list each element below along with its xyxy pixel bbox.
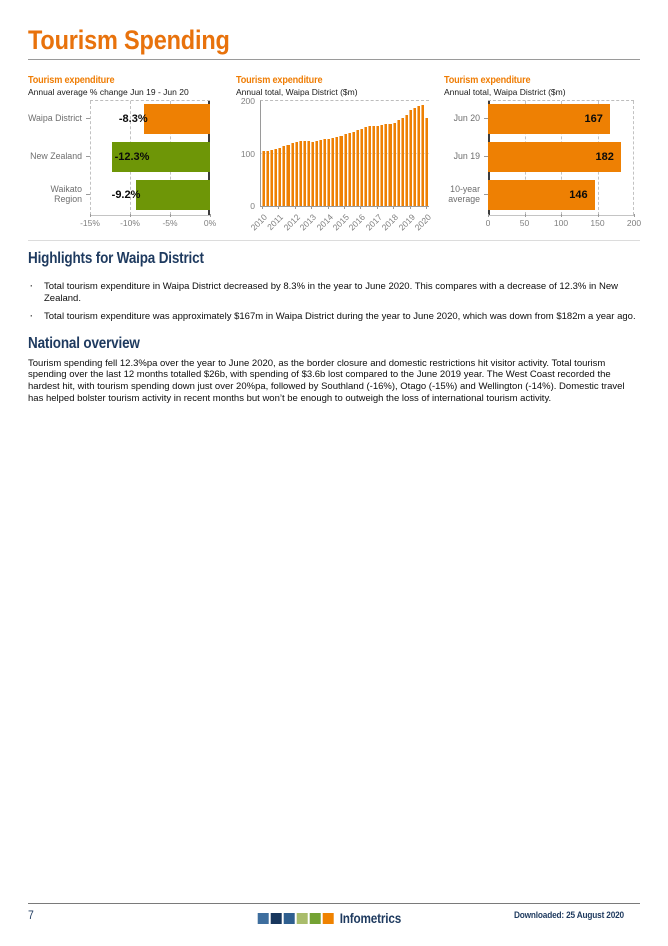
y-tick-label: 200 [240,96,255,106]
x-tick-label: 2018 [379,212,401,233]
bar [352,132,355,206]
bar [291,143,294,206]
highlights-heading-text: Highlights for Waipa District [28,250,204,267]
x-axis-tick [328,206,329,209]
bar-value-label: -12.3% [114,151,150,163]
plot-annual-total-history [236,96,434,239]
y-axis-tick [86,118,90,119]
x-tick-label: 50 [519,218,530,228]
bar [348,133,351,206]
bar [417,106,420,206]
page-footer [28,903,640,926]
bar-value-label: 146 [569,189,588,201]
bar [344,134,347,206]
x-tick-label: -10% [120,218,140,228]
category-label: Jun 19 [453,151,480,161]
page-title-text: Tourism Spending [28,25,230,55]
bars-container [262,101,428,206]
bar-value-label: -8.3% [118,113,148,125]
y-axis-tick [484,194,488,195]
bar [401,118,404,206]
bar [368,126,371,206]
bar [376,126,379,206]
x-tick-label: 2010 [248,212,270,233]
x-tick-label: 2016 [346,212,368,233]
plot-area [488,100,634,216]
chart-title-text: Tourism expenditure [28,74,115,86]
bar [274,149,277,206]
x-tick-label: 2014 [314,212,335,233]
x-tick-label: 2013 [297,212,319,233]
category-label: Jun 20 [453,113,480,123]
bar [388,124,391,206]
bar [282,146,285,206]
logo-square [323,913,334,924]
gridline [633,101,634,215]
x-tick-label: 0 [485,218,491,228]
logo-square [271,913,282,924]
bar [335,137,338,206]
brand-name [340,911,411,926]
x-tick-label: 2011 [265,212,286,232]
chart-subtitle: Annual average % change Jun 19 - Jun 20 [28,87,189,97]
bar [409,110,412,206]
downloaded-date-text: Downloaded: 25 August 2020 [513,909,624,921]
bar-value-label: 167 [584,113,603,125]
infometrics-logo-icon [258,913,334,924]
x-tick-label: 150 [590,218,605,228]
category-label: New Zealand [30,151,82,161]
bar [405,115,408,206]
chart-annual-total-compare [444,75,640,242]
national-overview-paragraph: Tourism spending fell 12.3%pa over the year to June 2020, as the border closure and domestic restrictions hit visitor activity. Total tourism spending over the last 12 months totalled $26b, with spending of $3.6b lost compared to the June 2019 year. The West Coast recorded the hardest hit, with tourism spending down just over 20%pa, followed by Southland (-16%), Otago (-15%) and Wellington (-14%). Domestic travel has helped bolster tourism activity in recent months but won’t be enough to outweigh the loss of international tourism activity. [28,357,625,404]
bar [327,139,330,206]
bar [266,151,269,206]
bullet-text: Total tourism expenditure in Waipa District decreased by 8.3% in the year to June 2020. This compares with a decrease of 12.3% in New Zealand. [44,281,618,304]
plot-area [260,100,429,207]
x-axis-tick [561,214,562,217]
downloaded-date [514,910,640,921]
list-item [28,311,640,323]
bar [384,124,387,206]
bar-value-label: 182 [595,151,614,163]
bar [413,108,416,206]
bar [307,141,310,206]
plot-area [90,100,210,216]
bar [295,142,298,206]
national-overview-heading [28,335,640,353]
chart-title [444,75,640,86]
bar [315,141,318,206]
title-divider [28,59,640,60]
x-axis-tick [598,214,599,217]
x-tick-label: -5% [162,218,178,228]
section-divider [28,240,640,241]
bar [356,130,359,206]
logo-square [258,913,269,924]
x-tick-label: 2019 [396,212,417,233]
x-axis-tick [488,214,489,217]
highlights-list [28,281,640,323]
list-item [28,281,640,304]
category-label: 10-year average [448,184,480,204]
x-tick-label: 200 [626,218,642,228]
page-title [28,25,260,56]
x-tick-label: 2017 [363,212,384,233]
x-axis-tick [295,206,296,209]
x-axis-tick [278,206,279,209]
x-axis-tick [130,214,131,217]
x-axis-tick [360,206,361,209]
brand-name-text: Infometrics [339,911,402,926]
chart-title-text: Tourism expenditure [444,74,531,86]
x-axis-tick [311,206,312,209]
plot-annual-change [28,100,217,242]
y-axis-tick [484,156,488,157]
gridline [90,101,91,215]
x-tick-label: 2015 [330,212,352,233]
bar [380,125,383,206]
bar [286,145,289,206]
national-overview-heading-text: National overview [28,334,140,352]
x-axis-tick [393,206,394,209]
bullet-text: Total tourism expenditure was approximately $167m in Waipa District during the year to June 2020, which was down from $182m a year ago. [44,311,636,323]
bar [319,140,322,206]
x-tick-label: -15% [80,218,100,228]
charts-row [28,75,640,237]
x-axis-tick [262,206,263,209]
y-tick-label: 100 [240,148,255,159]
bar [421,105,424,206]
bar [425,118,428,206]
bar [278,148,281,206]
x-tick-label: 2020 [412,212,434,233]
bar [339,136,342,206]
bar [262,151,265,206]
logo-square [284,913,295,924]
x-axis-tick [377,206,378,209]
chart-annual-change [28,74,217,242]
chart-title-text: Tourism expenditure [236,74,323,86]
y-tick-label: 0 [250,201,255,211]
x-axis-tick [210,214,211,217]
bullet-icon: · [30,281,34,292]
chart-subtitle: Annual total, Waipa District ($m) [236,87,358,97]
bar [372,126,375,206]
bar [270,150,273,206]
bar [323,139,326,206]
bar [311,142,314,206]
highlights-heading [28,250,640,268]
x-axis-tick [90,214,91,217]
text-content [28,250,640,404]
x-axis-tick [344,206,345,209]
bar [393,123,396,206]
x-tick-label: 100 [553,218,569,228]
bar-value-label: -9.2% [111,189,141,201]
bar [331,138,334,206]
x-axis-tick [410,206,411,209]
x-axis-tick [634,214,635,217]
logo-square [297,913,308,924]
logo-square [310,913,321,924]
category-label: Waipa District [28,113,82,123]
bullet-icon: · [30,311,34,323]
category-label: Waikato Region [50,184,82,204]
bar [364,127,367,206]
bar [303,141,306,206]
bar [136,180,210,210]
page-number: 7 [28,908,34,922]
chart-annual-total-history [236,75,434,239]
y-axis-tick [484,118,488,119]
plot-annual-total-compare [444,100,640,242]
bar [397,120,400,206]
x-axis-tick [525,214,526,217]
x-axis-tick [170,214,171,217]
x-tick-label: 0% [203,218,217,228]
bar [144,104,210,134]
chart-title [236,75,434,86]
y-axis-tick [86,194,90,195]
bar [299,141,302,206]
chart-title [28,75,210,86]
x-tick-label: 2012 [281,212,302,233]
bar [360,129,363,206]
brand-logo [258,911,411,926]
y-axis-tick [86,156,90,157]
x-axis-tick [426,206,427,209]
chart-subtitle: Annual total, Waipa District ($m) [444,87,566,97]
